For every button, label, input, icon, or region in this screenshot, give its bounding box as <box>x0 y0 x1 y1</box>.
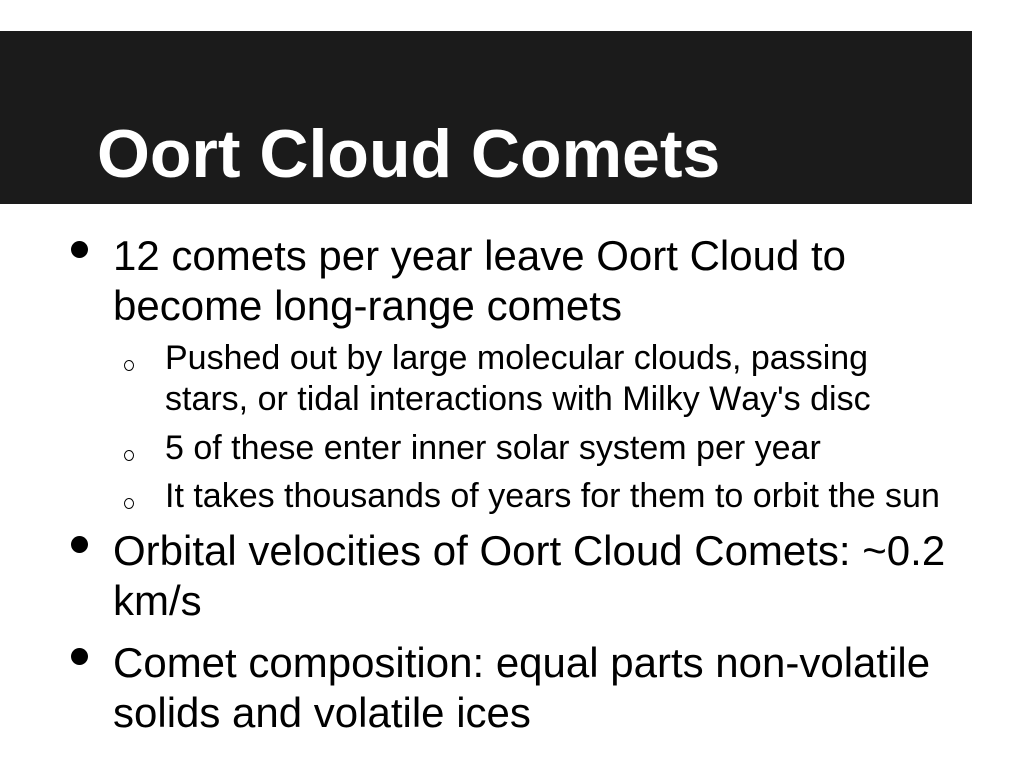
bullet-icon <box>71 648 88 665</box>
sub-bullet-icon <box>124 360 134 371</box>
sub-bullet-icon <box>124 498 134 509</box>
sub-bullet-icon <box>124 450 134 461</box>
bullet-item <box>70 526 973 626</box>
sub-bullet-text: Pushed out by large molecular clouds, passing stars, or tidal interactions with Milky Way's disc <box>165 339 871 418</box>
sub-bullet-text: It takes thousands of years for them to orbit the sun <box>165 477 940 515</box>
bullet-text: Orbital velocities of Oort Cloud Comets: ~0.2 km/s <box>113 527 946 624</box>
bullet-icon <box>71 536 88 553</box>
sub-bullet-text: 5 of these enter inner solar system per year <box>165 429 821 467</box>
sub-bullet-item <box>124 476 951 517</box>
bullet-text: 12 comets per year leave Oort Cloud to become long-range comets <box>113 232 847 329</box>
bullet-text: Comet composition: equal parts non-volatile solids and volatile ices <box>113 639 931 736</box>
bullet-item <box>70 231 973 331</box>
sub-bullet-item <box>124 338 951 420</box>
slide-title: Oort Cloud Comets <box>97 116 721 192</box>
sub-bullet-item <box>124 428 951 469</box>
bullet-item <box>70 638 973 738</box>
bullet-icon <box>71 241 88 258</box>
